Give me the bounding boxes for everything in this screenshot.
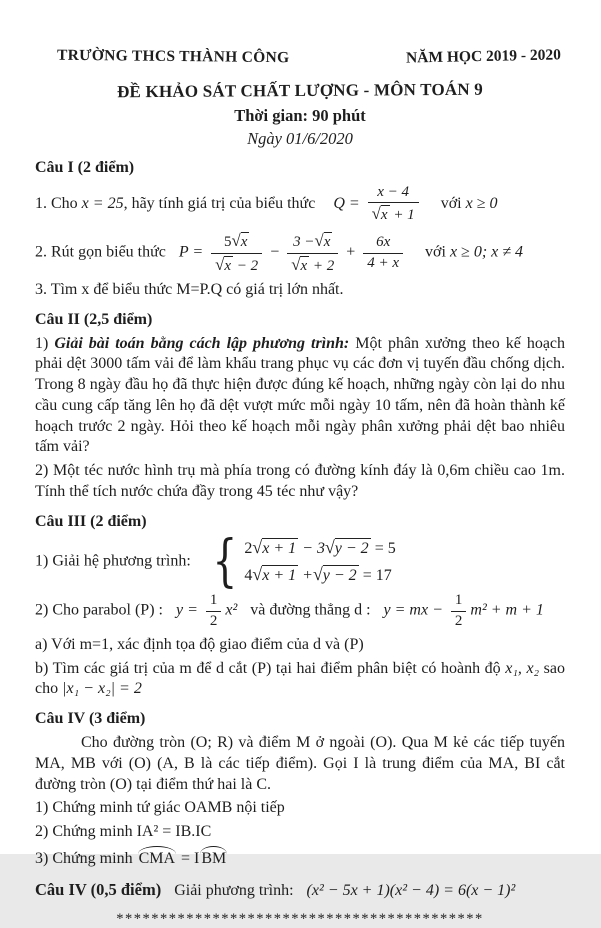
section-2-heading: Câu II (2,5 điểm) — [35, 310, 153, 328]
problem-2-1-body: Một phân xưởng theo kế hoạch phải dệt 3000 tấm vải để làm khẩu trang phục vụ các đơn vị tuyến đầu chống dịch. Trong 8 ngày đầu họ đã thực hiện được đúng kế hoạch, những ngày còn lại do nhu cầu cung cấp tăng lên họ đã dệt vượt mức mỗi ngày 10 tấm, nên đã hoàn thành kế hoạch trước 2 ngày. Hỏi theo kế hoạch mỗi ngày phân xưởng phải dệt bao nhiêu tấm vải? — [35, 334, 566, 456]
fraction-one-half: $\frac{1}{2}$ — [451, 592, 467, 630]
problem-4-intro: Cho đường tròn (O; R) và điểm M ở ngoài (O). Qua M kẻ các tiếp tuyến MA, MB với (O) (A, B là các tiếp điểm). Gọi I là trung điểm của MA, BI cắt đường tròn (O) tại điểm thứ hai là C. — [35, 733, 565, 793]
formula-p-lhs: P = — [178, 243, 204, 261]
problem-3-1 — [35, 528, 565, 594]
equation-system — [207, 528, 396, 594]
problem-3-2b-text: b) Tìm các giá trị của m để d cắt (P) tại hai điểm phân biệt có hoành độ — [35, 659, 501, 677]
roots-x1-x2: x₁, x₂ — [505, 659, 540, 677]
fraction-one-half: $\frac{1}{2}$ — [206, 592, 222, 630]
section-5 — [35, 879, 565, 902]
problem-1-1-given: x = 25 — [81, 194, 124, 212]
abs-difference-equation: |x₁ − x₂| = 2 — [62, 680, 142, 698]
problem-2-1 — [35, 334, 565, 459]
problem-2-1-number: 1) — [35, 334, 49, 352]
problem-1-2-text: 2. Rút gọn biểu thức — [35, 243, 166, 261]
document-header — [35, 47, 565, 67]
sqrt-y-minus-2: √ y − 2 — [313, 567, 359, 584]
angle-ibm: BM — [199, 846, 228, 870]
problem-1-1-text: 1. Cho — [35, 194, 78, 212]
formula-q-numerator: x − 4 — [377, 183, 410, 200]
problem-2-2: 2) Một téc nước hình trụ mà phía trong có đường kính đáy là 0,6m chiều cao 1m. Tính thể tích nước chứa đầy trong 45 téc như vậy? — [35, 462, 565, 501]
sqrt-y-minus-2: √ y − 2 — [325, 540, 371, 557]
exam-title: ĐỀ KHẢO SÁT CHẤT LƯỢNG - MÔN TOÁN 9 — [116, 79, 484, 102]
sqrt-x: √ x — [291, 258, 309, 274]
problem-3-2b: b) Tìm các giá trị của m để d cắt (P) tại hai điểm phân biệt có hoành độ x₁, x₂ sao cho |x₁ − x₂| = 2 — [35, 659, 565, 698]
sqrt-x: √ x — [231, 234, 249, 250]
problem-1-1-text2: , hãy tính giá trị của biểu thức — [123, 194, 316, 212]
sqrt-x: √ x — [372, 207, 390, 223]
x-squared: x² — [225, 601, 238, 619]
condition-p: x ≥ 0; x ≠ 4 — [449, 243, 524, 261]
formula-q-lhs: Q = — [333, 194, 360, 212]
problem-1-3: 3. Tìm x để biểu thức M=P.Q có giá trị lớn nhất. — [35, 280, 344, 298]
condition-q: x ≥ 0 — [465, 194, 498, 212]
problem-2-1-lead: Giải bài toán bằng cách lập phương trình: — [54, 334, 350, 352]
section-5-heading: Câu IV (0,5 điểm) — [35, 879, 162, 899]
problem-4-2: 2) Chứng minh IA² = IB.IC — [35, 823, 212, 841]
exam-duration: Thời gian: 90 phút — [234, 106, 366, 126]
separator-stars: ****************************************** — [116, 910, 484, 927]
final-equation: (x² − 5x + 1)(x² − 4) = 6(x − 1)² — [306, 881, 516, 899]
problem-3-2: 2) Cho parabol (P) : y = $\frac{1}{2}$ x² và đường thẳng d : y = mx − $\frac{1}{2}$ m² + m + 1 — [35, 592, 544, 629]
formula-p-fraction-2: 3 − √ x √ x + 2 — [287, 231, 338, 275]
section-3-heading: Câu III (2 điểm) — [35, 512, 147, 530]
system-equation-1: 2 √ x + 1 − 3 √ y − 2 = 5 — [244, 536, 395, 560]
operator-minus: − — [270, 243, 280, 261]
problem-3-1-label: 1) Giải hệ phương trình: — [35, 552, 191, 570]
sqrt-x: √ x — [314, 234, 332, 250]
sqrt-x-plus-1: √ x + 1 — [252, 540, 298, 557]
formula-q-fraction: x − 4 √ x + 1 — [368, 184, 419, 225]
condition-label: với — [440, 194, 462, 212]
problem-1-2 — [35, 229, 565, 277]
m-squared: m² — [470, 601, 487, 619]
school-year: NĂM HỌC 2019 - 2020 — [405, 46, 562, 67]
condition-label: với — [425, 243, 446, 261]
problem-1-1 — [35, 182, 565, 227]
power-of-point-equation: IA² = IB.IC — [136, 823, 212, 841]
system-brace: { — [212, 528, 238, 594]
section-1-heading: Câu I (2 điểm) — [35, 159, 135, 177]
operator-plus: + — [346, 243, 356, 261]
problem-3-2-text: 2) Cho parabol (P) : — [35, 601, 163, 619]
sqrt-x-plus-1: √ x + 1 — [252, 567, 298, 584]
sqrt-x: √ x — [215, 258, 233, 274]
school-name: TRƯỜNG THCS THÀNH CÔNG — [56, 46, 290, 67]
section-4-heading: Câu IV (3 điểm) — [35, 710, 146, 728]
formula-p-fraction-3: $\frac{6x}{4 + x}$ — [363, 234, 403, 272]
problem-3-2a: a) Với m=1, xác định tọa độ giao điểm của d và (P) — [35, 635, 364, 653]
problem-3-2-mid: và đường thẳng d : — [250, 601, 371, 619]
problem-4-1: 1) Chứng minh tứ giác OAMB nội tiếp — [35, 799, 285, 817]
problem-4-3: 3) Chứng minh CMA = I BM — [35, 846, 565, 870]
angle-cma: CMA — [137, 846, 177, 870]
section-5-label: Giải phương trình: — [174, 881, 294, 899]
formula-p-fraction-1: 5 √ x √ x − 2 — [211, 231, 262, 275]
system-equation-2: 4 √ x + 1 + √ y − 2 = 17 — [244, 563, 395, 587]
exam-date: Ngày 01/6/2020 — [247, 128, 353, 148]
